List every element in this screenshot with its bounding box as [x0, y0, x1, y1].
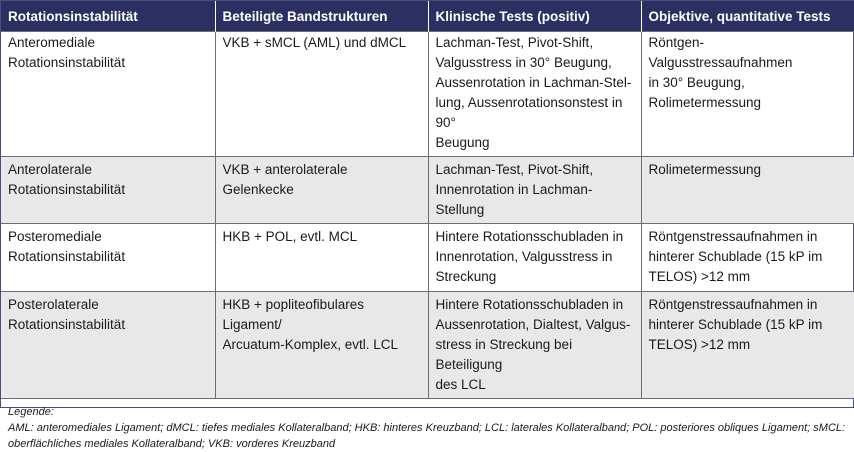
cell-instability: Posteromediale Rotationsinstabilität: [1, 224, 215, 292]
cell-instability: Anteromediale Rotationsinstabilität: [1, 32, 215, 157]
cell-structures: HKB + POL, evtl. MCL: [215, 224, 428, 292]
cell-objective: Rolimetermessung: [641, 157, 854, 224]
legend-title: Legende:: [8, 406, 54, 418]
header-rotationsinstabilitaet: Rotationsinstabilität: [1, 1, 215, 32]
table-row: [1, 292, 854, 399]
cell-clinical: Lachman-Test, Pivot-Shift, Valgusstress in 30° Beugung, Aussenrotation in Lachman-Stel- lung, Aussenrotationsonstest in 90° Beugung: [428, 32, 641, 157]
cell-structures: VKB + anterolaterale Gelenkecke: [215, 157, 428, 224]
table-row: [1, 224, 854, 292]
legend-line: AML: anteromediales Ligament; dMCL: tiefes mediales Kollateralband; HKB: hinteres Kreuzband; LCL: laterales Kollateralband; POL: posteriores obliques Ligament; sMCL:: [8, 422, 846, 434]
table-row: [1, 32, 854, 157]
header-bandstrukturen: Beteiligte Bandstrukturen: [215, 1, 428, 32]
cell-structures: HKB + popliteofibulares Ligament/ Arcuatum-Komplex, evtl. LCL: [215, 292, 428, 399]
cell-instability: Anterolaterale Rotationsinstabilität: [1, 157, 215, 224]
legend-line: oberflächliches mediales Kollateralband; VKB: vorderes Kreuzband: [8, 438, 336, 450]
table-legend: [1, 398, 853, 452]
header-klinische-tests: Klinische Tests (positiv): [428, 1, 641, 32]
header-objektive-tests: Objektive, quantitative Tests: [641, 1, 854, 32]
cell-objective: Röntgenstressaufnahmen in hinterer Schublade (15 kP im TELOS) >12 mm: [641, 292, 854, 399]
cell-clinical: Hintere Rotationsschubladen in Aussenrotation, Dialtest, Valgus- stress in Streckung bei Beteiligung des LCL: [428, 292, 641, 399]
table-header-row: [1, 1, 854, 32]
cell-objective: Röntgenstressaufnahmen in hinterer Schublade (15 kP im TELOS) >12 mm: [641, 224, 854, 292]
cell-clinical: Hintere Rotationsschubladen in Innenrotation, Valgusstress in Streckung: [428, 224, 641, 292]
table-row: [1, 157, 854, 224]
cell-structures: VKB + sMCL (AML) und dMCL: [215, 32, 428, 157]
cell-instability: Posterolaterale Rotationsinstabilität: [1, 292, 215, 399]
cell-objective: Röntgen-Valgusstressaufnahmen in 30° Beugung, Rolimetermessung: [641, 32, 854, 157]
rotation-instability-table: [1, 1, 854, 398]
cell-clinical: Lachman-Test, Pivot-Shift, Innenrotation in Lachman-Stellung: [428, 157, 641, 224]
